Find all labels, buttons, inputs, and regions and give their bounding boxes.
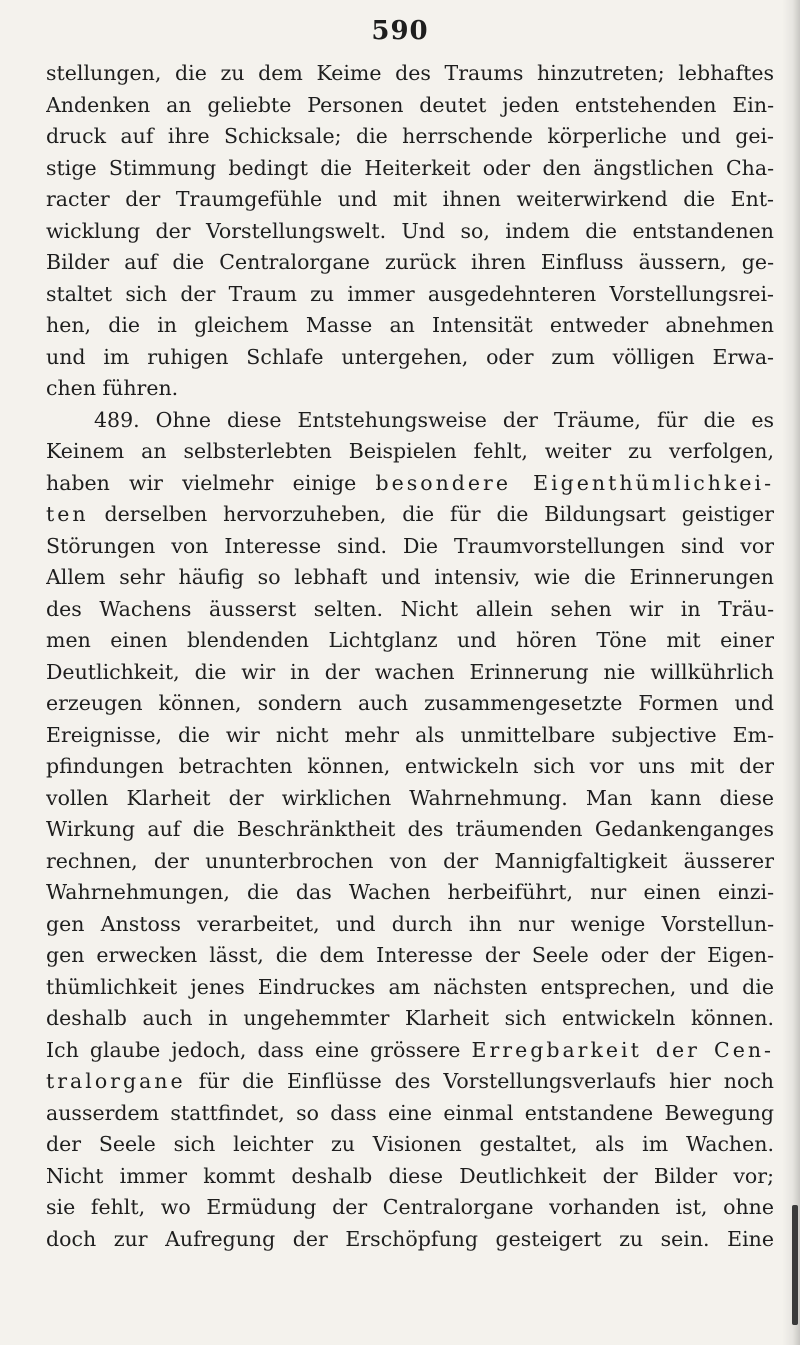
text-line: Nicht immer kommt deshalb diese Deutlichkeit der Bilder vor; [46,1163,774,1188]
text-line: Wirkung auf die Beschränktheit des träumenden Gedankenganges [46,817,774,841]
text-segment: derselben hervorzuheben, die für die Bildungsart geistiger [88,502,774,526]
page-edge-shadow [782,0,800,1345]
text-line: gen erwecken lässt, die dem Interesse der Seele oder der Eigen- [46,943,774,967]
emphasized-term: besondere Eigenthümlichkei- [375,470,774,495]
text-line: Allem sehr häufig so lebhaft und intensiv, wie die Erinnerungen [46,565,774,589]
text-segment: Ich glaube jedoch, dass eine grössere [46,1037,461,1062]
page-number: 590 [371,16,429,46]
text-line: Wahrnehmungen, die das Wachen herbeiführt, nur einen einzi- [46,880,774,904]
text-line: Bilder auf die Centralorgane zurück ihren Einfluss äussern, ge- [46,250,774,274]
text-line: Störungen von Interesse sind. Die Traumvorstellungen sind vor [46,533,774,558]
text-line: vollen Klarheit der wirklichen Wahrnehmung. Man kann diese [46,785,774,810]
text-line: deshalb auch in ungehemmter Klarheit sich entwickeln können. [46,1006,774,1030]
text-line: stige Stimmung bedingt die Heiterkeit oder den ängstlichen Cha- [46,155,774,180]
emphasized-term: ten [46,502,89,526]
text-line: Deutlichkeit, die wir in der wachen Erinnerung nie willkührlich [46,659,774,684]
text-line: Ereignisse, die wir nicht mehr als unmittelbare subjective Em- [46,722,774,747]
text-line: rechnen, der ununterbrochen von der Mannigfaltigkeit äusserer [46,848,774,873]
text-line: chen führen. [46,376,179,400]
text-line: der Seele sich leichter zu Visionen gestaltet, als im Wachen. [46,1132,774,1156]
body-text [46,58,774,1255]
text-line: Andenken an geliebte Personen deutet jeden entstehenden Ein- [46,92,774,117]
text-line: erzeugen können, sondern auch zusammengesetzte Formen und [46,691,774,715]
text-line: sie fehlt, wo Ermüdung der Centralorgane vorhanden ist, ohne [46,1195,774,1219]
text-line [46,1035,774,1067]
text-line: pfindungen betrachten können, entwickeln sich vor uns mit der [46,754,774,778]
text-line: druck auf ihre Schicksale; die herrschende körperliche und gei- [46,124,774,148]
text-line: ausserdem stattfindet, so dass eine einmal entstandene Bewegung [46,1100,774,1125]
text-line [46,499,774,531]
text-line: staltet sich der Traum zu immer ausgedehnteren Vorstellungsrei- [46,281,774,306]
text-line: gen Anstoss verarbeitet, und durch ihn nur wenige Vorstellun- [46,911,774,936]
page-edge-mark [792,1205,798,1325]
text-line: hen, die in gleichem Masse an Intensität entweder abnehmen [46,313,774,337]
text-line: Keinem an selbsterlebten Beispielen fehlt, weiter zu verfolgen, [46,439,774,463]
emphasized-term: Erregbarkeit der Cen- [471,1037,774,1062]
paragraph-489-start: 489. Ohne diese Entstehungsweise der Träume, für die es [94,407,774,432]
text-segment: haben wir vielmehr einige [46,470,376,495]
text-line: racter der Traumgefühle und mit ihnen weiterwirkend die Ent- [46,187,774,211]
text-line: thümlichkeit jenes Eindruckes am nächsten entsprechen, und die [46,974,774,999]
text-segment: für die Einflüsse des Vorstellungsverlaufs hier noch [185,1069,774,1093]
text-line [46,1066,774,1098]
text-line: men einen blendenden Lichtglanz und hören Töne mit einer [46,628,774,652]
text-line [46,468,774,500]
text-line: des Wachens äusserst selten. Nicht allein sehen wir in Träu- [46,596,774,621]
text-line: und im ruhigen Schlafe untergehen, oder zum völligen Erwa- [46,344,774,369]
text-line: doch zur Aufregung der Erschöpfung gesteigert zu sein. Eine [46,1226,774,1251]
text-line: wicklung der Vorstellungswelt. Und so, indem die entstandenen [46,218,774,243]
emphasized-term: tralorgane [46,1069,186,1093]
text-line: stellungen, die zu dem Keime des Traums hinzutreten; lebhaftes [46,61,774,85]
